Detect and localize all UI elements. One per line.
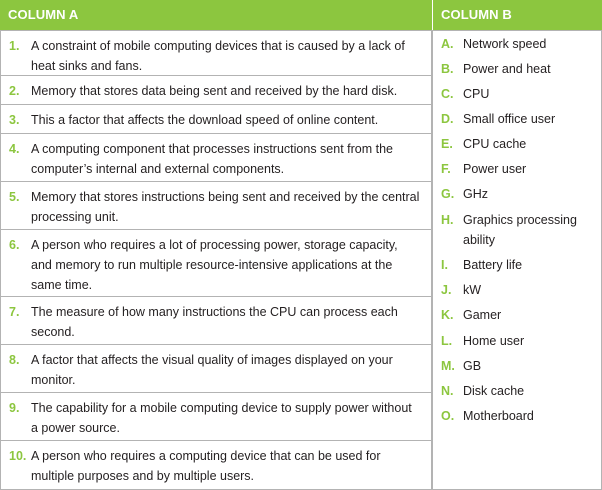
item-text: Home user: [463, 334, 525, 348]
item-letter: G.: [441, 187, 455, 201]
item-number: 9.: [9, 401, 20, 415]
column-a-item: [0, 133, 432, 182]
item-text: This a factor that affects the download speed of online content.: [31, 113, 379, 127]
item-letter: O.: [441, 409, 455, 423]
item-letter: I.: [441, 258, 448, 272]
column-a-item: [0, 104, 432, 134]
item-number: 7.: [9, 305, 20, 319]
column-a-item: [0, 229, 432, 297]
item-text: A computing component that processes instructions sent from the computer’s internal and external components.: [31, 142, 393, 176]
item-text: kW: [463, 283, 482, 297]
column-a-item: [0, 392, 432, 441]
item-text: GB: [463, 359, 482, 373]
item-letter: H.: [441, 213, 454, 227]
item-letter: L.: [441, 334, 453, 348]
item-letter: K.: [441, 308, 454, 322]
column-a-item: [0, 181, 432, 230]
item-letter: A.: [441, 37, 454, 51]
item-number: 8.: [9, 353, 20, 367]
item-text: A person who requires a lot of processing power, storage capacity, and memory to run multiple resource-intensive applications at the same time.: [31, 238, 398, 292]
column-a-item: [0, 75, 432, 105]
item-text: Memory that stores data being sent and received by the hard disk.: [31, 84, 398, 98]
column-b-header: COLUMN B: [433, 0, 602, 30]
item-letter: B.: [441, 62, 454, 76]
item-text: Motherboard: [463, 409, 534, 423]
column-a-item: [0, 440, 432, 490]
item-text: Small office user: [463, 112, 556, 126]
item-letter: D.: [441, 112, 454, 126]
item-text: A person who requires a computing device that can be used for multiple purposes and by multiple users.: [31, 449, 381, 483]
item-letter: J.: [441, 283, 452, 297]
item-number: 1.: [9, 39, 20, 53]
item-number: 4.: [9, 142, 20, 156]
item-number: 3.: [9, 113, 20, 127]
item-letter: N.: [441, 384, 454, 398]
item-text: Memory that stores instructions being sent and received by the central processing unit.: [31, 190, 420, 224]
item-text: Gamer: [463, 308, 502, 322]
column-a-header: COLUMN A: [0, 0, 432, 30]
item-number: 6.: [9, 238, 20, 252]
column-a-item: [0, 344, 432, 393]
item-text: Power user: [463, 162, 527, 176]
item-number: 5.: [9, 190, 20, 204]
item-text: Power and heat: [463, 62, 551, 76]
item-text: The capability for a mobile computing device to supply power without a power source.: [31, 401, 412, 435]
column-a-item: [0, 296, 432, 345]
item-text: Disk cache: [463, 384, 525, 398]
item-text: CPU cache: [463, 137, 527, 151]
item-letter: M.: [441, 359, 455, 373]
item-letter: F.: [441, 162, 451, 176]
item-text: Graphics processing ability: [463, 213, 577, 247]
item-text: A constraint of mobile computing devices that is caused by a lack of heat sinks and fans.: [31, 39, 405, 73]
item-text: CPU: [463, 87, 490, 101]
item-number: 10.: [9, 449, 27, 463]
column-a-item: [0, 30, 432, 76]
item-text: The measure of how many instructions the CPU can process each second.: [31, 305, 398, 339]
item-text: GHz: [463, 187, 488, 201]
item-letter: E.: [441, 137, 453, 151]
item-letter: C.: [441, 87, 454, 101]
item-text: Battery life: [463, 258, 523, 272]
item-text: A factor that affects the visual quality of images displayed on your monitor.: [31, 353, 393, 387]
item-number: 2.: [9, 84, 20, 98]
column-b: [432, 30, 602, 490]
item-text: Network speed: [463, 37, 547, 51]
